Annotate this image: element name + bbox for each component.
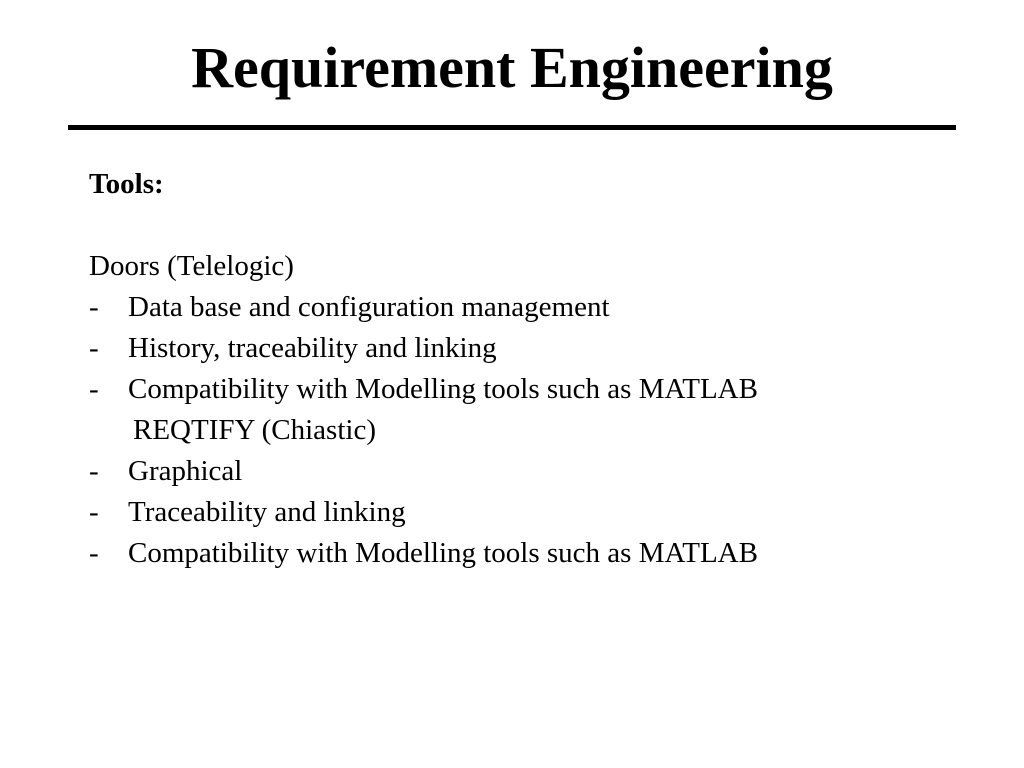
list-item-text: Compatibility with Modelling tools such as MATLAB — [128, 537, 758, 569]
list-item — [89, 328, 969, 369]
list-item-text: Data base and configuration management — [128, 291, 610, 323]
slide-title: Requirement Engineering — [191, 35, 833, 100]
bullet-dash: - — [89, 332, 99, 364]
list-item-text: Compatibility with Modelling tools such as MATLAB — [128, 373, 758, 405]
list-item — [89, 533, 969, 574]
list-item — [89, 492, 969, 533]
bullet-dash: - — [89, 496, 99, 528]
title-divider — [68, 125, 956, 130]
list-item-text: Graphical — [128, 455, 243, 487]
slide-body — [89, 164, 969, 574]
list-item — [89, 451, 969, 492]
list-item — [89, 287, 969, 328]
tool-name-doors: Doors (Telelogic) — [89, 250, 294, 282]
tool-name-reqtify: REQTIFY (Chiastic) — [133, 414, 376, 446]
spacer — [89, 205, 969, 246]
bullet-dash: - — [89, 373, 99, 405]
list-item-text: Traceability and linking — [128, 496, 406, 528]
bullet-dash: - — [89, 537, 99, 569]
list-item-text: History, traceability and linking — [128, 332, 497, 364]
list-item — [89, 369, 969, 410]
bullet-dash: - — [89, 455, 99, 487]
tools-heading: Tools: — [89, 168, 164, 200]
bullet-dash: - — [89, 291, 99, 323]
